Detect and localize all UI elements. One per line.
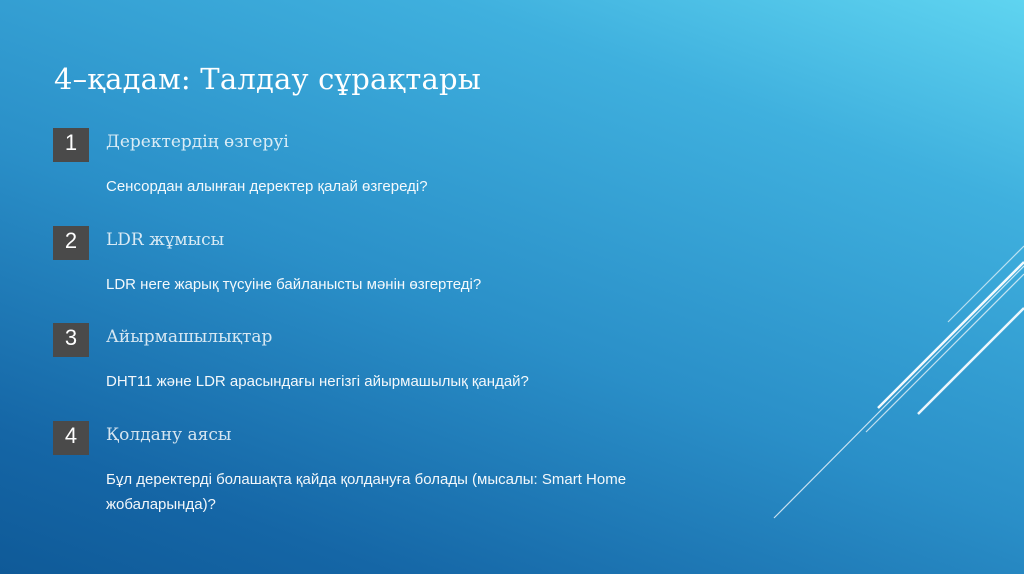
step-heading: Айырмашылықтар [106, 327, 273, 347]
slide-title: 4–қадам: Талдау сұрақтары [54, 62, 482, 96]
step-description: Бұл деректерді болашақта қайда қолдануға болады (мысалы: Smart Home жобаларында)? [106, 471, 627, 513]
step-number-box: 1 [53, 128, 89, 162]
step-description: DHT11 және LDR арасындағы негізгі айырмашылық қандай? [106, 373, 529, 390]
deco-line [948, 246, 1024, 322]
step-number-box: 4 [53, 421, 89, 455]
step-number-box: 3 [53, 323, 89, 357]
step-number-box: 2 [53, 226, 89, 260]
step-heading: LDR жұмысы [106, 230, 225, 250]
deco-line [878, 262, 1024, 408]
step-description: Сенсордан алынған деректер қалай өзгереді? [106, 178, 428, 195]
deco-line [918, 308, 1024, 414]
deco-line [866, 274, 1024, 432]
step-description: LDR неге жарық түсуіне байланысты мәнін өзгертеді? [106, 276, 482, 293]
step-heading: Деректердің өзгеруі [106, 132, 289, 152]
deco-line [774, 266, 1024, 518]
step-heading: Қолдану аясы [106, 425, 232, 445]
